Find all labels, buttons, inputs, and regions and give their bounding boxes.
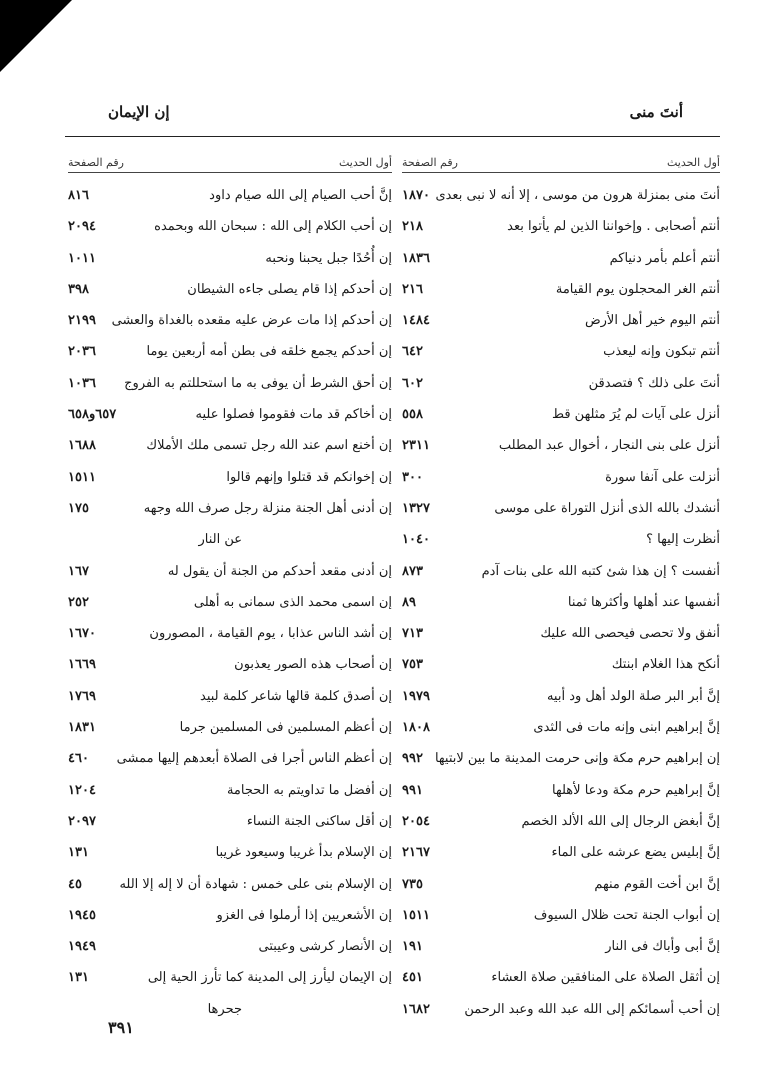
index-entry — [68, 939, 392, 970]
hadith-opening-text: إن أشد الناس عذابا ، يوم القيامة ، المصورون — [149, 626, 392, 642]
hadith-opening-text: إن أحدكم إذا مات عرض عليه مقعده بالغداة والعشى — [111, 313, 392, 329]
column-header — [402, 150, 720, 173]
entry-page-number: ٧١٣ — [402, 626, 423, 642]
hadith-opening-text: إنَّ أبى وأباك فى النار — [605, 939, 720, 955]
index-entry — [402, 470, 720, 501]
index-column-right — [402, 150, 720, 1033]
header-rule — [65, 136, 720, 137]
hadith-opening-text: إن أحدكم إذا قام يصلى جاءه الشيطان — [187, 281, 392, 297]
index-entry — [68, 470, 392, 501]
index-entry — [68, 564, 392, 595]
index-entry — [68, 751, 392, 782]
index-entry — [68, 626, 392, 657]
hadith-opening-text: إن أثقل الصلاة على المنافقين صلاة العشاء — [491, 970, 720, 986]
hadith-opening-text: أنتَ على ذلك ؟ فتصدقن — [588, 375, 720, 391]
hadith-opening-text: أنفق ولا تحصى فيحصى الله عليك — [540, 626, 720, 642]
index-entry — [402, 407, 720, 438]
hadith-opening-text: إن أخنع اسم عند الله رجل تسمى ملك الأملاك — [146, 438, 392, 454]
hadith-opening-text: إن أدنى مقعد أحدكم من الجنة أن يقول له — [167, 563, 392, 579]
hadith-opening-text: إن الأنصار كرشى وعيبتى — [258, 939, 392, 955]
hadith-opening-text: إن أعظم المسلمين فى المسلمين جرما — [179, 720, 392, 736]
entry-page-number: ٦٠٢ — [402, 375, 423, 391]
hadith-opening-text: إنَّ أبر البر صلة الولد أهل ود أبيه — [546, 688, 720, 704]
entry-page-number: ٨٩ — [402, 594, 416, 610]
hadith-opening-text: أنشدك بالله الذى أنزل التوراة على موسى — [494, 500, 720, 516]
hadith-opening-text: أنكح هذا الغلام ابنتك — [611, 657, 720, 673]
hadith-opening-text: إن أبواب الجنة تحت ظلال السيوف — [533, 907, 720, 923]
index-entry — [402, 970, 720, 1001]
entry-page-number: ٢٠٣٦ — [68, 344, 96, 360]
entry-page-number: ٢٠٥٤ — [402, 813, 430, 829]
entry-page-number: ٨٧٣ — [402, 563, 423, 579]
index-entry — [68, 219, 392, 250]
entry-page-number: ١٠١١ — [68, 250, 96, 266]
hadith-opening-text: أنزل على بنى النجار ، أخوال عبد المطلب — [498, 438, 720, 454]
hadith-opening-text: أنتم أعلم بأمر دنياكم — [609, 250, 720, 266]
index-rows — [402, 188, 720, 1033]
index-entry — [68, 251, 392, 282]
index-entry — [402, 188, 720, 219]
index-entry — [68, 344, 392, 375]
hadith-opening-text: إن الإسلام بنى على خمس : شهادة أن لا إله إلا الله — [119, 876, 392, 892]
entry-page-number: ٦٥٧و٦٥٨ — [68, 407, 117, 423]
index-entry — [68, 845, 392, 876]
entry-page-number: ٢١٦ — [402, 281, 423, 297]
entry-page-number: ١٥١١ — [402, 907, 430, 923]
entry-page-number: ١٦٨٨ — [68, 438, 96, 454]
hadith-opening-text: إن أصدق كلمة قالها شاعر كلمة لبيد — [200, 688, 392, 704]
hadith-opening-text: أنتم الغر المحجلون يوم القيامة — [555, 281, 720, 297]
entry-page-number: ٢١٨ — [402, 219, 423, 235]
hadith-opening-text: إن الأشعريين إذا أرملوا فى الغزو — [216, 907, 392, 923]
hadith-opening-text: إنَّ إبراهيم حرم مكة ودعا لأهلها — [552, 782, 720, 798]
entry-page-number: ١٦٦٩ — [68, 657, 96, 673]
page-number-label: رقم الصفحة — [402, 156, 458, 169]
entry-page-number: ٢١٩٩ — [68, 313, 96, 329]
entry-page-number: ١٩٧٩ — [402, 688, 430, 704]
entry-page-number: ٢٠٩٤ — [68, 219, 96, 235]
entry-page-number: ٩٩١ — [402, 782, 423, 798]
entry-page-number: ١٦٨٢ — [402, 1001, 430, 1017]
entry-page-number: ١٨٣١ — [68, 720, 96, 736]
first-words-label: أول الحديث — [338, 156, 392, 169]
index-entry — [402, 783, 720, 814]
entry-page-number: ١٣١ — [68, 970, 89, 986]
index-entry — [68, 657, 392, 688]
index-entry — [402, 939, 720, 970]
index-entry — [402, 877, 720, 908]
entry-page-number: ١٦٧ — [68, 563, 89, 579]
index-entry — [68, 438, 392, 469]
index-entry — [402, 532, 720, 563]
running-head-right: أنتَ منى — [629, 103, 683, 121]
index-entry — [402, 626, 720, 657]
entry-page-number: ٢٥٢ — [68, 594, 89, 610]
index-entry — [68, 783, 392, 814]
entry-page-number: ١٩٤٥ — [68, 907, 96, 923]
index-entry — [68, 970, 392, 1001]
hadith-opening-text: أنتم أصحابى . وإخواننا الذين لم يأتوا بعد — [507, 219, 720, 235]
entry-page-number: ٢٣١١ — [402, 438, 430, 454]
hadith-opening-text: إن أحق الشرط أن يوفى به ما استحللتم به الفروج — [124, 375, 392, 391]
hadith-opening-text: إنَّ أبغض الرجال إلى الله الألد الخصم — [521, 813, 720, 829]
entry-page-number: ١٥١١ — [68, 469, 96, 485]
index-rows — [68, 188, 392, 1033]
index-entry — [402, 376, 720, 407]
index-entry — [68, 720, 392, 751]
index-entry — [402, 344, 720, 375]
hadith-opening-text: أنتَ منى بمنزلة هرون من موسى ، إلا أنه لا نبى بعدى — [435, 188, 720, 203]
index-entry — [402, 501, 720, 532]
index-entry — [402, 1002, 720, 1033]
index-entry — [402, 251, 720, 282]
hadith-opening-text: إن الإيمان ليأرز إلى المدينة كما تأرز الحية إلى — [147, 970, 392, 986]
hadith-opening-text: عن النار — [198, 532, 242, 548]
page-number-label: رقم الصفحة — [68, 156, 124, 169]
hadith-opening-text: إنَّ إبليس يضع عرشه على الماء — [551, 845, 720, 861]
entry-page-number: ١٢٠٤ — [68, 782, 96, 798]
index-entry — [68, 877, 392, 908]
hadith-opening-text: أنفست ؟ إن هذا شئ كتبه الله على بنات آدم — [481, 563, 720, 579]
hadith-opening-text: إنَّ ابن أخت القوم منهم — [594, 876, 720, 892]
page-number: ٣٩١ — [108, 1018, 134, 1037]
hadith-opening-text: إن اسمى محمد الذى سمانى به أهلى — [193, 594, 392, 610]
hadith-opening-text: أنزلت على آنفا سورة — [605, 469, 720, 485]
hadith-opening-text: إن أقل ساكنى الجنة النساء — [246, 813, 392, 829]
entry-page-number: ٤٦٠ — [68, 751, 89, 767]
hadith-opening-text: إن أصحاب هذه الصور يعذبون — [234, 657, 392, 673]
index-entry — [402, 313, 720, 344]
index-entry — [402, 845, 720, 876]
entry-page-number: ٥٥٨ — [402, 407, 423, 423]
entry-page-number: ١٧٥ — [68, 500, 89, 516]
hadith-opening-text: أنظرت إليها ؟ — [646, 532, 720, 548]
index-entry — [68, 501, 392, 532]
hadith-opening-text: إنَّ أحب الصيام إلى الله صيام داود — [209, 188, 392, 203]
hadith-opening-text: أنفسها عند أهلها وأكثرها ثمنا — [567, 594, 720, 610]
index-entry — [68, 595, 392, 626]
entry-page-number: ١٦٧٠ — [68, 626, 96, 642]
index-entry — [402, 720, 720, 751]
index-entry — [402, 595, 720, 626]
entry-page-number: ٣٩٨ — [68, 281, 89, 297]
hadith-opening-text: أنتم تبكون وإنه ليعذب — [603, 344, 720, 360]
entry-page-number: ١٩٤٩ — [68, 939, 96, 955]
index-entry — [402, 751, 720, 782]
index-column-left — [68, 150, 392, 1033]
entry-page-number: ١٣١ — [68, 845, 89, 861]
hadith-opening-text: إن أدنى أهل الجنة منزلة رجل صرف الله وجهه — [143, 500, 392, 516]
entry-page-number: ١٩١ — [402, 939, 423, 955]
hadith-opening-text: إن أخاكم قد مات فقوموا فصلوا عليه — [195, 407, 392, 423]
hadith-opening-text: أنزل على آيات لم يُرَ مثلهن قط — [551, 407, 720, 423]
index-entry — [68, 532, 392, 563]
index-entry — [402, 282, 720, 313]
hadith-opening-text: إن إخوانكم قد قتلوا وإنهم قالوا — [226, 469, 392, 485]
index-entry — [402, 689, 720, 720]
hadith-opening-text: إن أحب أسمائكم إلى الله عبد الله وعبد الرحمن — [464, 1001, 720, 1017]
index-entry — [68, 814, 392, 845]
entry-page-number: ٤٥١ — [402, 970, 423, 986]
hadith-opening-text: إن أحب الكلام إلى الله : سبحان الله وبحمده — [154, 219, 392, 235]
entry-page-number: ٩٩٢ — [402, 751, 423, 767]
index-entry — [68, 689, 392, 720]
running-head-left: إن الإيمان — [108, 103, 170, 121]
index-entry — [402, 219, 720, 250]
index-entry — [68, 908, 392, 939]
scan-corner-shadow — [0, 0, 72, 72]
first-words-label: أول الحديث — [666, 156, 720, 169]
hadith-opening-text: إن أُحُدًا جبل يحبنا ونحبه — [265, 250, 392, 266]
hadith-opening-text: إن أحدكم يجمع خلقه فى بطن أمه أربعين يوما — [146, 344, 392, 360]
entry-page-number: ١٨٠٨ — [402, 720, 430, 736]
entry-page-number: ٢٠٩٧ — [68, 813, 96, 829]
entry-page-number: ١٤٨٤ — [402, 313, 430, 329]
hadith-opening-text: أنتم اليوم خير أهل الأرض — [584, 313, 720, 329]
hadith-opening-text: إنَّ إبراهيم ابنى وإنه مات فى الثدى — [533, 720, 720, 736]
entry-page-number: ١٠٤٠ — [402, 532, 430, 548]
hadith-opening-text: جحرها — [207, 1001, 242, 1017]
index-entry — [68, 376, 392, 407]
index-entry — [68, 313, 392, 344]
index-entry — [402, 438, 720, 469]
index-entry — [402, 564, 720, 595]
entry-page-number: ٧٥٣ — [402, 657, 423, 673]
index-entry — [402, 908, 720, 939]
entry-page-number: ١٧٦٩ — [68, 688, 96, 704]
entry-page-number: ٧٣٥ — [402, 876, 423, 892]
index-entry — [68, 407, 392, 438]
entry-page-number: ٨١٦ — [68, 188, 89, 203]
entry-page-number: ٤٥ — [68, 876, 82, 892]
index-entry — [402, 657, 720, 688]
index-entry — [68, 282, 392, 313]
entry-page-number: ١٠٣٦ — [68, 375, 96, 391]
index-entry — [402, 814, 720, 845]
index-entry — [68, 188, 392, 219]
entry-page-number: ١٨٧٠ — [402, 188, 430, 203]
entry-page-number: ٢١٦٧ — [402, 845, 430, 861]
entry-page-number: ٦٤٢ — [402, 344, 423, 360]
hadith-opening-text: إن إبراهيم حرم مكة وإنى حرمت المدينة ما بين لابتيها — [434, 751, 720, 767]
hadith-opening-text: إن أعظم الناس أجرا فى الصلاة أبعدهم إليها ممشى — [116, 751, 392, 767]
hadith-opening-text: إن أفضل ما تداويتم به الحجامة — [226, 782, 392, 798]
entry-page-number: ١٣٢٧ — [402, 500, 430, 516]
entry-page-number: ٣٠٠ — [402, 469, 423, 485]
hadith-opening-text: إن الإسلام بدأ غريبا وسيعود غريبا — [215, 845, 392, 861]
entry-page-number: ١٨٣٦ — [402, 250, 430, 266]
column-header — [68, 150, 392, 173]
